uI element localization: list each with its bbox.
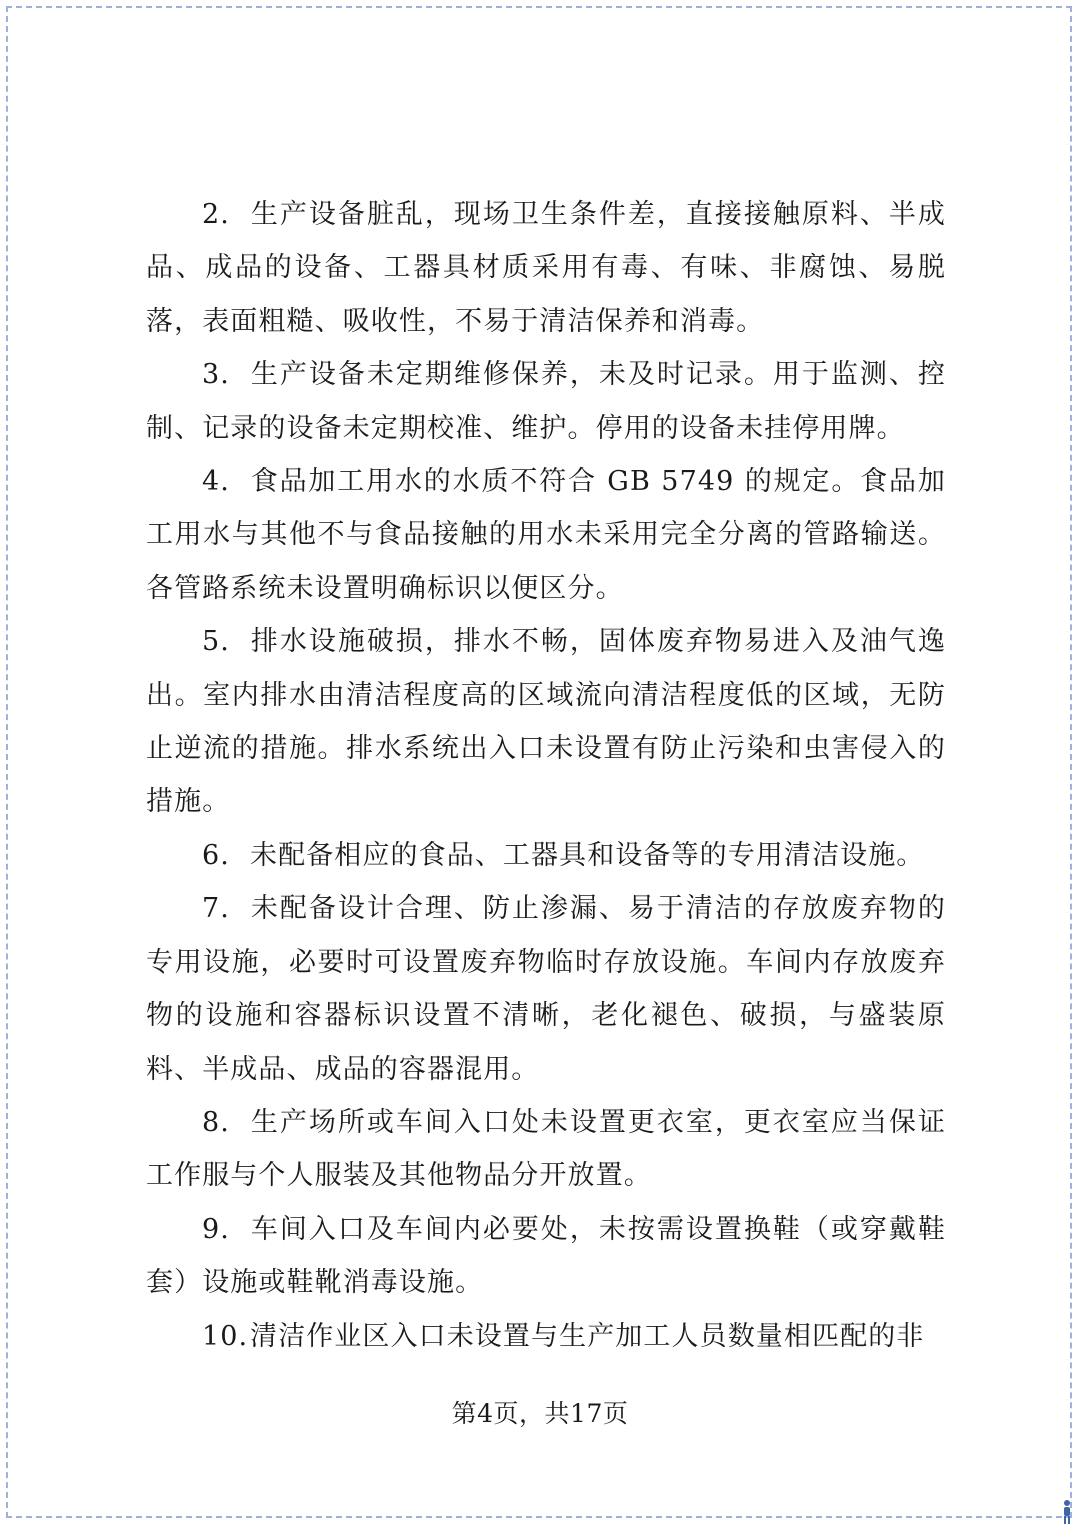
- list-item: [146, 1203, 946, 1310]
- item-number: 9.: [202, 1213, 230, 1245]
- list-item: [146, 615, 946, 829]
- item-number: 3.: [202, 359, 230, 391]
- item-text: 排水设施破损，排水不畅，固体废弃物易进入及油气逸出。室内排水由清洁程度高的区域流向清洁程度低的区域，无防止逆流的措施。排水系统出入口未设置有防止污染和虫害侵入的措施。: [146, 626, 946, 818]
- list-item: [146, 882, 946, 1096]
- item-text: 清洁作业区入口未设置与生产加工人员数量相匹配的非: [250, 1320, 925, 1352]
- item-number: 6.: [202, 839, 230, 871]
- person-figure-icon: [1060, 1499, 1074, 1525]
- item-text: 未配备相应的食品、工器具和设备等的专用清洁设施。: [250, 839, 925, 871]
- item-text: 生产设备脏乱，现场卫生条件差，直接接触原料、半成品、成品的设备、工器具材质采用有毒、有味、非腐蚀、易脱落，表面粗糙、吸收性，不易于清洁保养和消毒。: [146, 199, 946, 337]
- item-number: 5.: [202, 626, 230, 658]
- list-item: [146, 829, 946, 882]
- item-number: 8.: [202, 1106, 230, 1138]
- item-text: 生产设备未定期维修保养，未及时记录。用于监测、控制、记录的设备未定期校准、维护。停用的设备未挂停用牌。: [146, 359, 946, 444]
- document-body: [146, 188, 946, 1363]
- item-text: 车间入口及车间内必要处，未按需设置换鞋（或穿戴鞋套）设施或鞋靴消毒设施。: [146, 1213, 946, 1299]
- item-text: 食品加工用水的水质不符合 GB 5749 的规定。食品加工用水与其他不与食品接触的用水未采用完全分离的管路输送。各管路系统未设置明确标识以便区分。: [146, 466, 946, 604]
- item-text: 生产场所或车间入口处未设置更衣室，更衣室应当保证工作服与个人服装及其他物品分开放置。: [146, 1106, 946, 1192]
- list-item: [146, 455, 946, 615]
- page-number-footer: 第4页，共17页: [451, 1399, 629, 1428]
- list-item: [146, 188, 946, 348]
- list-item: [146, 1310, 946, 1363]
- list-item: [146, 1096, 946, 1203]
- list-item: [146, 348, 946, 455]
- item-number: 4.: [202, 466, 230, 498]
- item-text: 未配备设计合理、防止渗漏、易于清洁的存放废弃物的专用设施，必要时可设置废弃物临时存放设施。车间内存放废弃物的设施和容器标识设置不清晰，老化褪色、破损，与盛装原料、半成品、成品的容器混用。: [146, 893, 946, 1085]
- item-number: 2.: [202, 199, 230, 230]
- item-number: 7.: [202, 893, 230, 925]
- item-number: 10.: [202, 1320, 249, 1352]
